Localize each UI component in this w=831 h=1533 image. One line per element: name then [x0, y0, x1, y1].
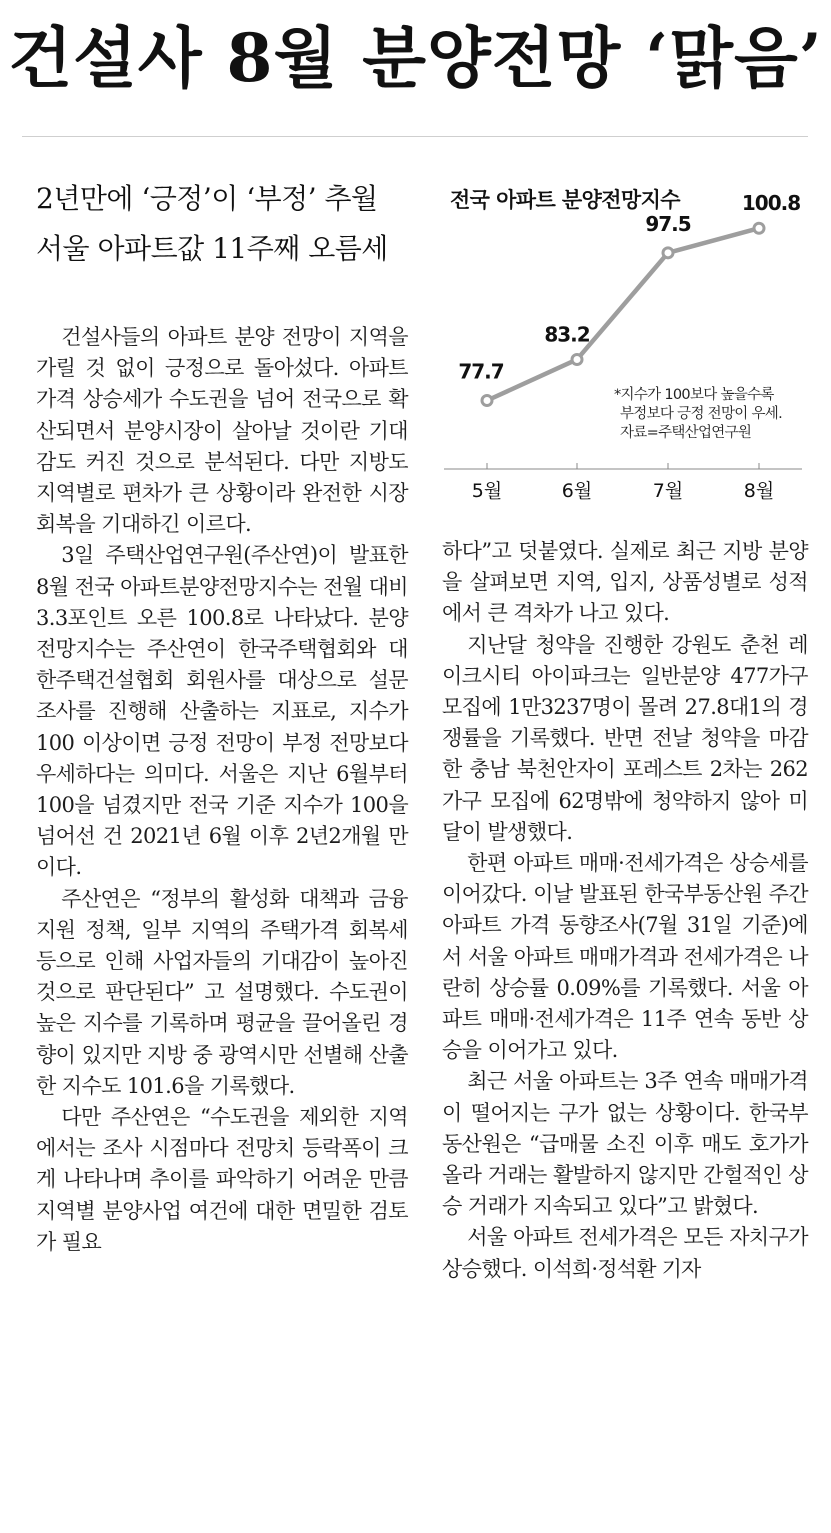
article-left-column	[36, 322, 408, 1258]
chart-data-label: 97.5	[645, 211, 691, 236]
headline: 건설사 8월 분양전망 ‘맑음’	[8, 19, 823, 97]
chart-data-point	[482, 395, 492, 405]
chart-x-tick-label: 5월	[471, 480, 503, 502]
chart-source: 자료=주택산업연구원	[620, 425, 752, 441]
article-paragraph: 지난달 청약을 진행한 강원도 춘천 레이크시티 아이파크는 일반분양 477가구 모집에 1만3237명이 몰려 27.8대1의 경쟁률을 기록했다. 반면 전날 청약을 마감한 충남 북천안자이 포레스트 2차는 262가구 모집에 62명밖에 청약하지 않아 미달이 발생했다.	[442, 632, 808, 844]
byline: 이석희·정석환 기자	[532, 1256, 701, 1281]
chart-title: 전국 아파트 분양전망지수	[450, 188, 680, 212]
subheadline-line-2: 서울 아파트값 11주째 오름세	[36, 232, 388, 265]
article-right-column	[442, 536, 808, 1285]
chart-note-line-1: *지수가 100보다 높을수록	[614, 387, 774, 403]
chart-series-line	[487, 228, 759, 400]
chart-data-point	[663, 248, 673, 258]
article-paragraph: 주산연은 “정부의 활성화 대책과 금융지원 정책, 일부 지역의 주택가격 회복세 등으로 인해 사업자들의 기대감이 높아진 것으로 판단된다” 고 설명했다. 수도권이 높은 지수를 기록하며 평균을 끌어올린 경향이 있지만 지방 중 광역시만 선별해 산출한 지수도 101.6을 기록했다.	[36, 886, 408, 1098]
chart-data-label: 83.2	[544, 322, 590, 347]
chart-data-label: 100.8	[741, 191, 801, 216]
article-paragraph-continued: 하다”고 덧붙였다. 실제로 최근 지방 분양을 살펴보면 지역, 입지, 상품성별로 성적에서 큰 격차가 나고 있다.	[442, 539, 808, 626]
chart-data-label: 77.7	[458, 359, 504, 384]
chart-note-line-2: 부정보다 긍정 전망이 우세.	[620, 406, 783, 422]
article-paragraph: 다만 주산연은 “수도권을 제외한 지역에서는 조사 시점마다 전망치 등락폭이 크게 나타나며 추이를 파악하기 어려운 만큼 지역별 분양사업 여건에 대한 면밀한 검토가 필요	[36, 1105, 408, 1254]
chart-data-point	[754, 223, 764, 233]
chart-x-tick-label: 6월	[561, 480, 593, 502]
article-paragraph-last	[442, 1222, 808, 1284]
headline-divider	[22, 136, 808, 137]
article-paragraph: 건설사들의 아파트 분양 전망이 지역을 가릴 것 없이 긍정으로 돌아섰다. 아파트 가격 상승세가 수도권을 넘어 전국으로 확산되면서 분양시장이 살아날 것이란 기대감도 커진 것으로 분석된다. 다만 지방도 지역별로 편차가 큰 상황이라 완전한 시장 회복을 기대하긴 이르다.	[36, 325, 408, 537]
chart-x-tick-label: 7월	[652, 480, 684, 502]
subheadline-line-1: 2년만에 ‘긍정’이 ‘부정’ 추월	[36, 182, 378, 215]
chart-x-tick-label: 8월	[743, 480, 775, 502]
article-paragraph: 한편 아파트 매매·전세가격은 상승세를 이어갔다. 이날 발표된 한국부동산원 주간 아파트 가격 동향조사(7월 31일 기준)에서 서울 아파트 매매가격과 전세가격은 나란히 상승률 0.09%를 기록했다. 서울 아파트 매매·전세가격은 11주 연속 동반 상승을 이어가고 있다.	[442, 851, 808, 1063]
chart-data-point	[572, 354, 582, 364]
article-paragraph: 최근 서울 아파트는 3주 연속 매매가격이 떨어지는 구가 없는 상황이다. 한국부동산원은 “급매물 소진 이후 매도 호가가 올라 거래는 활발하지 않지만 간헐적인 상승 거래가 지속되고 있다”고 밝혔다.	[442, 1069, 808, 1219]
article-paragraph-text: 서울 아파트 전세가격은 모든 자치구가 상승했다.	[442, 1225, 808, 1281]
article-paragraph: 3일 주택산업연구원(주산연)이 발표한 8월 전국 아파트분양전망지수는 전월 대비 3.3포인트 오른 100.8로 나타났다. 분양전망지수는 주산연이 한국주택협회와 대한주택건설협회 회원사를 대상으로 설문조사를 진행해 산출하는 지표로, 지수가 100 이상이면 긍정 전망이 부정 전망보다 우세하다는 의미다. 서울은 지난 6월부터 100을 넘겼지만 전국 기준 지수가 100을 넘어선 건 2021년 6월 이후 2년2개월 만이다.	[36, 543, 408, 880]
